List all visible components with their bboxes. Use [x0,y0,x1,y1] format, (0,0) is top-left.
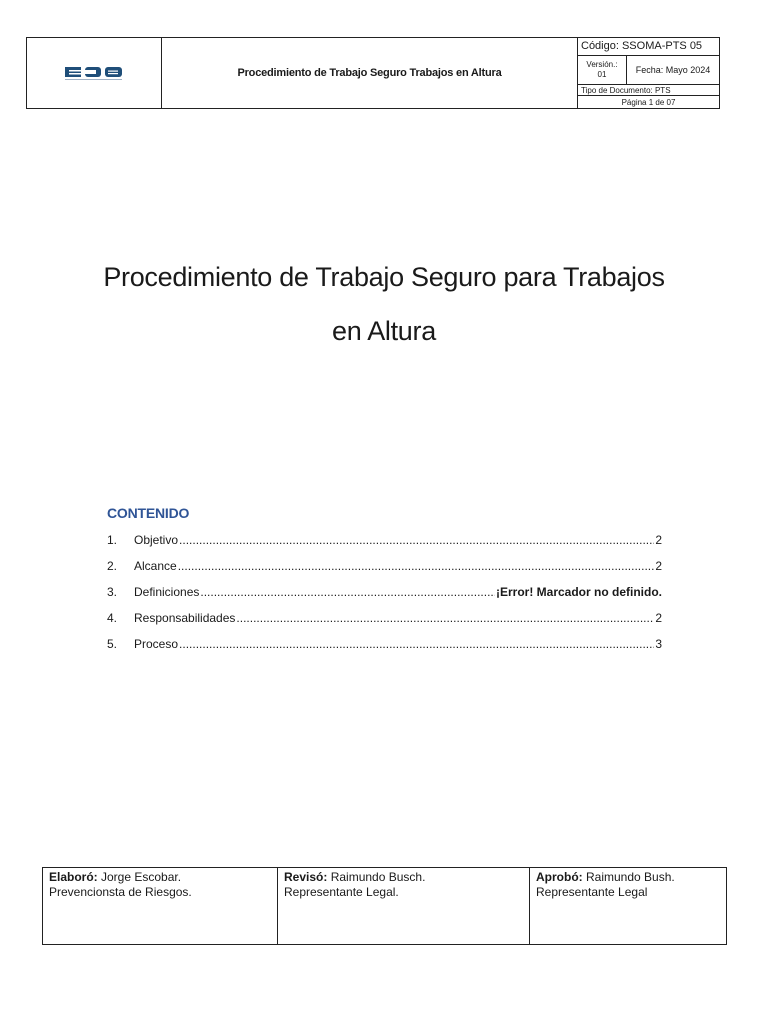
toc-heading: CONTENIDO [107,505,190,521]
toc-label: Alcance [134,559,177,573]
title-line-2: en Altura [332,316,436,346]
doc-type: Tipo de Documento: PTS [578,85,719,96]
toc-number: 4. [107,611,118,625]
header-table [26,37,720,109]
toc-page: 2 [655,611,662,625]
signature-elaboro [43,868,277,944]
title-line-1: Procedimiento de Trabajo Seguro para Trabajos [103,262,665,292]
page-number: Página 1 de 07 [621,97,676,107]
doc-code: Código: SSOMA-PTS 05 [578,38,719,56]
toc-page: 2 [655,559,662,573]
toc-leader [179,637,654,651]
toc-leader [178,559,655,573]
toc-item-alcance[interactable] [107,559,662,585]
toc-leader [236,611,654,625]
version-date-row [578,56,719,86]
toc-number: 3. [107,585,118,599]
signature-table [42,867,727,945]
toc-label: Definiciones [134,585,200,599]
toc-label: Objetivo [134,533,179,547]
version-value: 01 [597,70,607,80]
toc-item-definiciones[interactable] [107,585,662,611]
header-title: Procedimiento de Trabajo Seguro Trabajos en Altura [162,38,578,108]
toc-item-proceso[interactable] [107,637,662,663]
signature-name: Raimundo Busch. [327,870,426,884]
table-of-contents [107,505,662,663]
signature-role: Aprobó: [536,870,583,884]
company-logo [27,38,162,108]
logo-icon [64,65,124,81]
signature-reviso [277,868,529,944]
toc-item-objetivo[interactable] [107,533,662,559]
toc-number: 1. [107,533,118,547]
doc-date: Fecha: Mayo 2024 [635,65,711,76]
toc-page: 3 [655,637,662,651]
toc-label: Proceso [134,637,179,651]
version-label: Versión.: [586,60,618,70]
signature-role: Revisó: [284,870,328,884]
signature-title: Prevencionsta de Riesgos. [49,885,192,899]
toc-label: Responsabilidades [134,611,236,625]
signature-name: Jorge Escobar. [97,870,182,884]
toc-number: 5. [107,637,118,651]
toc-page-error: ¡Error! Marcador no definido. [495,585,662,599]
header-meta [578,38,719,108]
toc-leader [179,533,654,547]
toc-item-responsabilidades[interactable] [107,611,662,637]
signature-aprobo [529,868,726,944]
signature-role: Elaboró: [49,870,98,884]
toc-number: 2. [107,559,118,573]
signature-title: Representante Legal. [284,885,399,899]
signature-title: Representante Legal [536,885,648,899]
version-cell [578,56,627,85]
document-title [60,250,708,358]
toc-page: 2 [655,533,662,547]
signature-name: Raimundo Bush. [582,870,675,884]
toc-leader [200,585,495,599]
